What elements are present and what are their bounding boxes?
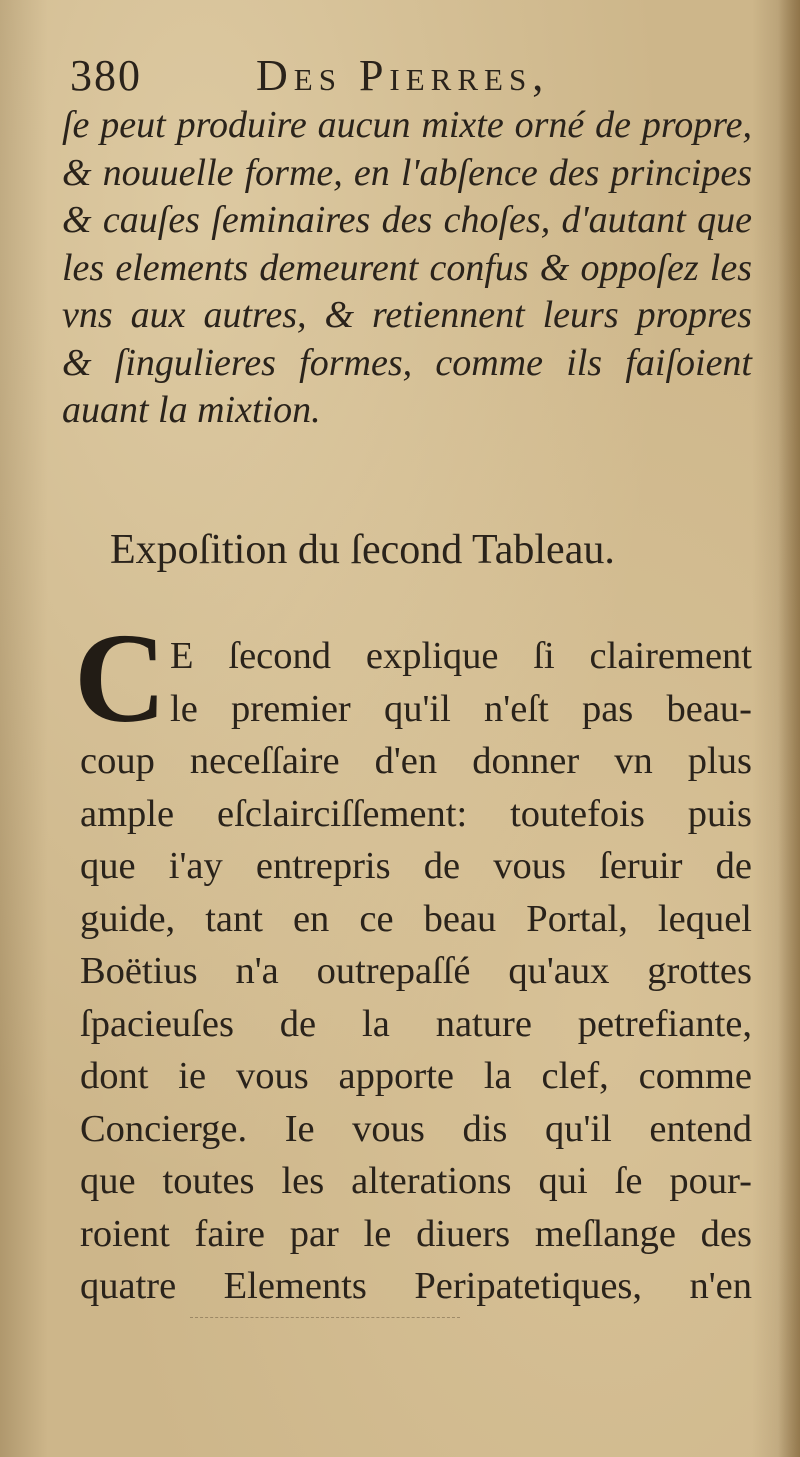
body-line: ample eſclairciſſement: toutefois puis — [80, 792, 752, 835]
section-title: Expoſition du ſecond Tableau. — [110, 527, 615, 573]
page-number: 380 — [70, 51, 142, 100]
page-bottom-rule — [190, 1317, 460, 1318]
body-line: Concierge. Ie vous dis qu'il entend — [80, 1107, 752, 1150]
body-line: E ſecond explique ſi clairement — [170, 635, 752, 677]
italic-line: & ſingulieres formes, comme ils faiſoient — [62, 341, 752, 384]
italic-line: ſe peut produire aucun mixte orné de propre, — [62, 104, 752, 146]
page-header — [70, 48, 750, 108]
italic-line: vns aux autres, & retiennent leurs propres — [62, 294, 752, 336]
body-paragraph — [80, 630, 752, 1313]
body-line: Boëtius n'a outrepaſſé qu'aux grottes — [80, 950, 752, 992]
italic-line: les elements demeurent confus & oppoſez les — [62, 246, 752, 289]
drop-cap: C — [74, 607, 167, 749]
body-line: dont ie vous apporte la clef, comme — [80, 1055, 752, 1097]
body-line: que i'ay entrepris de vous ſeruir de — [80, 845, 752, 887]
running-head: Des Pierres, — [256, 51, 550, 100]
body-line: quatre Elements Peripatetiques, n'en — [80, 1265, 752, 1307]
body-line: roient faire par le diuers meſlange des — [80, 1212, 752, 1255]
italic-line: & nouuelle forme, en l'abſence des principes — [62, 151, 752, 194]
body-line: que toutes les alterations qui ſe pour- — [80, 1160, 752, 1202]
italic-line: & cauſes ſeminaires des choſes, d'autant que — [62, 199, 752, 241]
body-line: le premier qu'il n'eſt pas beau- — [170, 687, 752, 730]
page-edge-shadow — [778, 0, 800, 1457]
body-line: coup neceſſaire d'en donner vn plus — [80, 740, 752, 782]
italic-line-last: auant la mixtion. — [62, 389, 321, 431]
italic-paragraph — [62, 102, 752, 435]
body-line: guide, tant en ce beau Portal, lequel — [80, 897, 752, 940]
body-line: ſpacieuſes de la nature petrefiante, — [80, 1002, 752, 1045]
